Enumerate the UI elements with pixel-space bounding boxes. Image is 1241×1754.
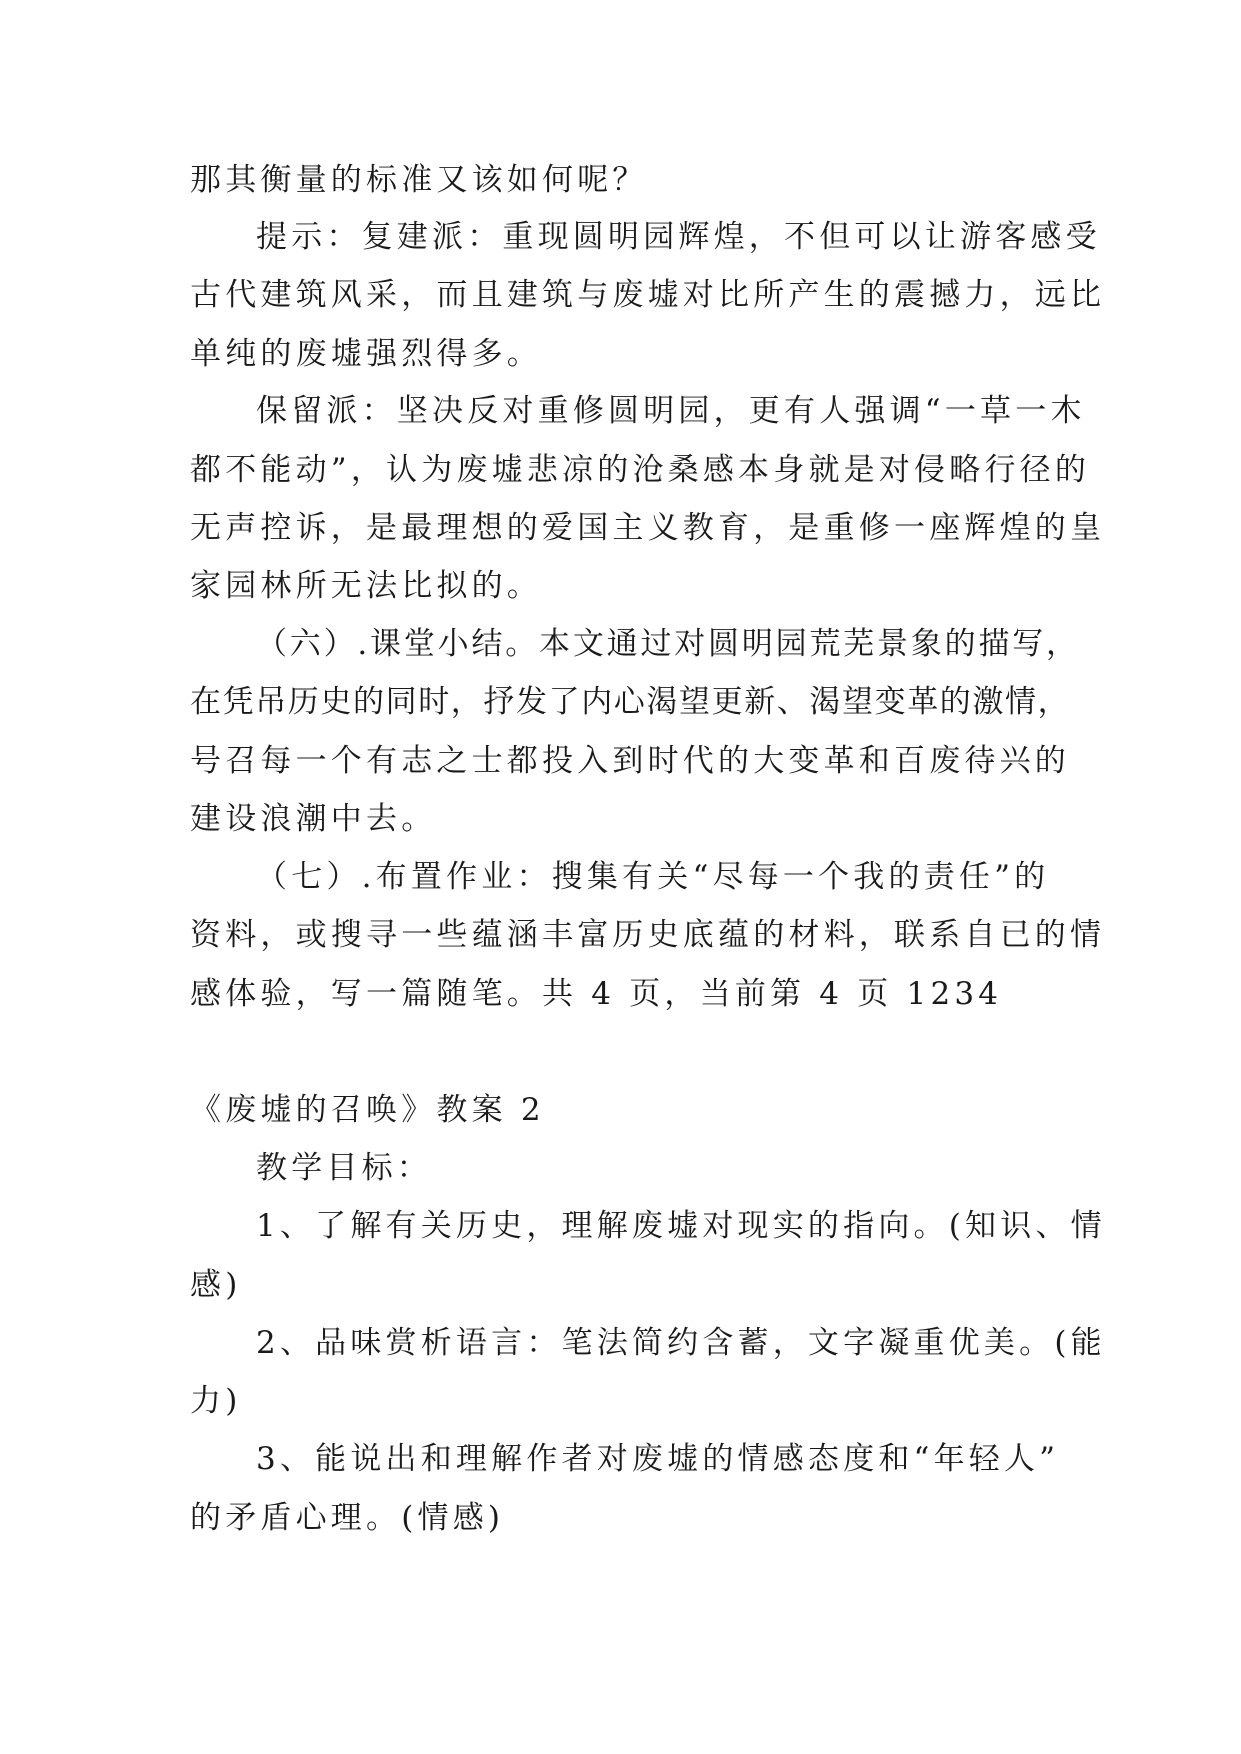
text-line: 号召每一个有志之士都投入到时代的大变革和百废待兴的 xyxy=(190,743,1070,779)
text-line: 都不能动”，认为废墟悲凉的沧桑感本身就是对侵略行径的 xyxy=(190,452,1091,488)
text-line: 力) xyxy=(190,1383,242,1419)
text-line: 3、能说出和理解作者对废墟的情感态度和“年轻人” xyxy=(256,1441,1060,1477)
text-line: 单纯的废墟强烈得多。 xyxy=(190,336,542,372)
text-line: （六）.课堂小结。本文通过对圆明园荒芜景象的描写， xyxy=(256,626,1080,662)
text-line: 保留派：坚决反对重修圆明园，更有人强调“一草一木 xyxy=(256,393,1086,429)
text-line: 资料，或搜寻一些蕴涵丰富历史底蕴的材料，联系自已的情 xyxy=(190,917,1106,953)
text-line: 感) xyxy=(190,1267,242,1303)
text-line: 1、了解有关历史，理解废墟对现实的指向。(知识、情 xyxy=(256,1208,1106,1244)
text-line: 古代建筑风采，而且建筑与废墟对比所产生的震撼力，远比 xyxy=(190,277,1106,313)
text-line: （七）.布置作业：搜集有关“尽每一个我的责任”的 xyxy=(256,859,1050,895)
text-line: 那其衡量的标准又该如何呢？ xyxy=(190,162,648,198)
section-title: 《废墟的召唤》教案 2 xyxy=(190,1092,545,1128)
text-line: 建设浪潮中去。 xyxy=(190,801,437,837)
text-line: 无声控诉，是最理想的爱国主义教育，是重修一座辉煌的皇 xyxy=(190,510,1106,546)
text-line: 在凭吊历史的同时，抒发了内心渴望更新、渴望变革的激情， xyxy=(190,684,1071,720)
text-line: 教学目标： xyxy=(256,1150,432,1186)
text-line: 家园林所无法比拟的。 xyxy=(190,568,542,604)
text-line: 2、品味赏析语言：笔法简约含蓄，文字凝重优美。(能 xyxy=(256,1325,1106,1361)
text-line: 提示：复建派：重现圆明园辉煌，不但可以让游客感受 xyxy=(256,219,1101,255)
text-line: 感体验，写一篇随笔。共 4 页，当前第 4 页 1234 xyxy=(190,976,1003,1012)
text-line: 的矛盾心理。(情感) xyxy=(190,1500,505,1536)
